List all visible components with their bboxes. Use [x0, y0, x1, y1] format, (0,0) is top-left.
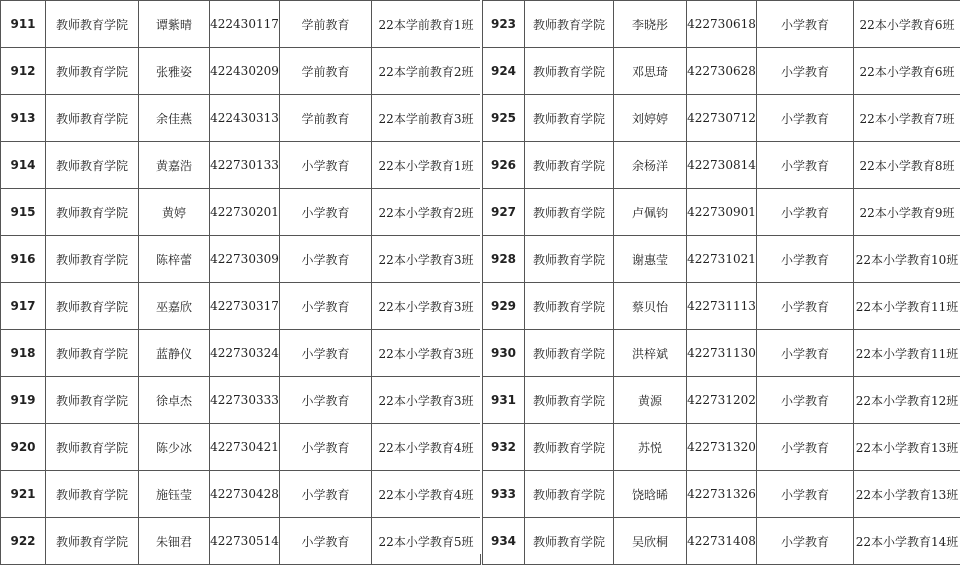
major-cell: 学前教育 [280, 1, 372, 48]
class-cell: 22本小学教育6班 [854, 1, 960, 48]
student-id-cell: 422731130 [687, 330, 757, 377]
row-number: 918 [1, 330, 46, 377]
row-number: 929 [483, 283, 525, 330]
table-row [483, 424, 960, 471]
table-row [483, 95, 960, 142]
student-name-cell: 余杨洋 [614, 142, 687, 189]
student-id-cell: 422730421 [210, 424, 280, 471]
row-number: 931 [483, 377, 525, 424]
student-name-cell: 余佳燕 [139, 95, 210, 142]
class-cell: 22本小学教育5班 [372, 518, 481, 565]
row-number: 923 [483, 1, 525, 48]
class-cell: 22本小学教育13班 [854, 424, 960, 471]
major-cell: 小学教育 [280, 471, 372, 518]
class-cell: 22本小学教育1班 [372, 142, 481, 189]
student-id-cell: 422730333 [210, 377, 280, 424]
table-row [1, 48, 481, 95]
class-cell: 22本小学教育13班 [854, 471, 960, 518]
class-cell: 22本小学教育6班 [854, 48, 960, 95]
college-cell: 教师教育学院 [46, 48, 139, 95]
class-cell: 22本小学教育3班 [372, 377, 481, 424]
table-row [1, 330, 481, 377]
student-name-cell: 谢惠莹 [614, 236, 687, 283]
student-name-cell: 卢佩钧 [614, 189, 687, 236]
student-name-cell: 蔡贝怡 [614, 283, 687, 330]
student-id-cell: 422730201 [210, 189, 280, 236]
student-name-cell: 邓思琦 [614, 48, 687, 95]
student-id-cell: 422731202 [687, 377, 757, 424]
class-cell: 22本小学教育3班 [372, 330, 481, 377]
row-number: 920 [1, 424, 46, 471]
student-name-cell: 陈少冰 [139, 424, 210, 471]
table-row [483, 377, 960, 424]
student-name-cell: 黄源 [614, 377, 687, 424]
roster-table-left-body [1, 1, 481, 565]
student-name-cell: 李晓彤 [614, 1, 687, 48]
class-cell: 22本学前教育3班 [372, 95, 481, 142]
student-name-cell: 朱钿君 [139, 518, 210, 565]
roster-table-right [482, 0, 960, 565]
student-name-cell: 黄婷 [139, 189, 210, 236]
student-id-cell: 422730628 [687, 48, 757, 95]
student-name-cell: 蓝静仪 [139, 330, 210, 377]
class-cell: 22本学前教育1班 [372, 1, 481, 48]
row-number: 916 [1, 236, 46, 283]
table-row [483, 283, 960, 330]
major-cell: 小学教育 [757, 189, 854, 236]
student-id-cell: 422430117 [210, 1, 280, 48]
college-cell: 教师教育学院 [46, 142, 139, 189]
college-cell: 教师教育学院 [46, 95, 139, 142]
college-cell: 教师教育学院 [46, 1, 139, 48]
table-row [483, 471, 960, 518]
college-cell: 教师教育学院 [46, 424, 139, 471]
table-row [1, 142, 481, 189]
class-cell: 22本小学教育9班 [854, 189, 960, 236]
college-cell: 教师教育学院 [46, 471, 139, 518]
student-id-cell: 422430313 [210, 95, 280, 142]
college-cell: 教师教育学院 [525, 471, 614, 518]
left-table-panel [0, 0, 480, 554]
student-id-cell: 422731320 [687, 424, 757, 471]
table-row [483, 142, 960, 189]
major-cell: 小学教育 [280, 424, 372, 471]
row-number: 930 [483, 330, 525, 377]
student-name-cell: 陈梓蕾 [139, 236, 210, 283]
student-id-cell: 422731408 [687, 518, 757, 565]
student-id-cell: 422731326 [687, 471, 757, 518]
table-row [483, 1, 960, 48]
college-cell: 教师教育学院 [46, 330, 139, 377]
college-cell: 教师教育学院 [46, 518, 139, 565]
row-number: 912 [1, 48, 46, 95]
row-number: 932 [483, 424, 525, 471]
class-cell: 22本小学教育12班 [854, 377, 960, 424]
class-cell: 22本小学教育14班 [854, 518, 960, 565]
major-cell: 学前教育 [280, 48, 372, 95]
table-row [483, 518, 960, 565]
class-cell: 22本小学教育7班 [854, 95, 960, 142]
major-cell: 小学教育 [280, 189, 372, 236]
row-number: 934 [483, 518, 525, 565]
table-row [1, 95, 481, 142]
class-cell: 22本小学教育11班 [854, 330, 960, 377]
college-cell: 教师教育学院 [525, 236, 614, 283]
college-cell: 教师教育学院 [525, 424, 614, 471]
row-number: 922 [1, 518, 46, 565]
class-cell: 22本小学教育11班 [854, 283, 960, 330]
college-cell: 教师教育学院 [525, 189, 614, 236]
class-cell: 22本小学教育4班 [372, 471, 481, 518]
student-id-cell: 422730814 [687, 142, 757, 189]
major-cell: 小学教育 [280, 518, 372, 565]
table-row [483, 236, 960, 283]
major-cell: 小学教育 [280, 330, 372, 377]
row-number: 917 [1, 283, 46, 330]
table-row [1, 1, 481, 48]
table-row [483, 48, 960, 95]
major-cell: 小学教育 [757, 48, 854, 95]
class-cell: 22本小学教育2班 [372, 189, 481, 236]
row-number: 928 [483, 236, 525, 283]
major-cell: 小学教育 [757, 424, 854, 471]
class-cell: 22本小学教育4班 [372, 424, 481, 471]
major-cell: 小学教育 [757, 1, 854, 48]
student-name-cell: 巫嘉欣 [139, 283, 210, 330]
major-cell: 小学教育 [757, 95, 854, 142]
student-name-cell: 施钰莹 [139, 471, 210, 518]
row-number: 919 [1, 377, 46, 424]
student-name-cell: 谭紫晴 [139, 1, 210, 48]
major-cell: 小学教育 [757, 330, 854, 377]
table-row [1, 377, 481, 424]
class-cell: 22本小学教育3班 [372, 283, 481, 330]
major-cell: 小学教育 [757, 377, 854, 424]
student-id-cell: 422730514 [210, 518, 280, 565]
student-id-cell: 422730133 [210, 142, 280, 189]
major-cell: 小学教育 [280, 142, 372, 189]
college-cell: 教师教育学院 [46, 283, 139, 330]
student-id-cell: 422730712 [687, 95, 757, 142]
class-cell: 22本小学教育10班 [854, 236, 960, 283]
college-cell: 教师教育学院 [46, 236, 139, 283]
student-id-cell: 422730309 [210, 236, 280, 283]
table-row [483, 189, 960, 236]
row-number: 921 [1, 471, 46, 518]
student-id-cell: 422430209 [210, 48, 280, 95]
table-row [1, 424, 481, 471]
college-cell: 教师教育学院 [46, 189, 139, 236]
row-number: 927 [483, 189, 525, 236]
student-id-cell: 422730618 [687, 1, 757, 48]
major-cell: 小学教育 [280, 236, 372, 283]
table-row [1, 471, 481, 518]
row-number: 914 [1, 142, 46, 189]
student-name-cell: 洪梓斌 [614, 330, 687, 377]
student-name-cell: 饶晗晞 [614, 471, 687, 518]
row-number: 924 [483, 48, 525, 95]
right-table-panel [482, 0, 960, 554]
major-cell: 小学教育 [757, 236, 854, 283]
college-cell: 教师教育学院 [525, 283, 614, 330]
major-cell: 小学教育 [757, 518, 854, 565]
major-cell: 小学教育 [757, 283, 854, 330]
row-number: 925 [483, 95, 525, 142]
student-id-cell: 422731021 [687, 236, 757, 283]
student-id-cell: 422730324 [210, 330, 280, 377]
class-cell: 22本学前教育2班 [372, 48, 481, 95]
major-cell: 小学教育 [280, 377, 372, 424]
row-number: 913 [1, 95, 46, 142]
student-id-cell: 422730317 [210, 283, 280, 330]
student-name-cell: 吴欣桐 [614, 518, 687, 565]
student-name-cell: 黄嘉浩 [139, 142, 210, 189]
college-cell: 教师教育学院 [525, 95, 614, 142]
class-cell: 22本小学教育3班 [372, 236, 481, 283]
student-name-cell: 苏悦 [614, 424, 687, 471]
roster-table-right-body [483, 1, 960, 565]
table-row [483, 330, 960, 377]
row-number: 911 [1, 1, 46, 48]
major-cell: 小学教育 [757, 471, 854, 518]
table-row [1, 189, 481, 236]
student-id-cell: 422731113 [687, 283, 757, 330]
student-id-cell: 422730901 [687, 189, 757, 236]
major-cell: 小学教育 [757, 142, 854, 189]
student-id-cell: 422730428 [210, 471, 280, 518]
class-cell: 22本小学教育8班 [854, 142, 960, 189]
table-row [1, 236, 481, 283]
major-cell: 小学教育 [280, 283, 372, 330]
college-cell: 教师教育学院 [525, 48, 614, 95]
college-cell: 教师教育学院 [525, 1, 614, 48]
college-cell: 教师教育学院 [525, 377, 614, 424]
college-cell: 教师教育学院 [525, 518, 614, 565]
student-name-cell: 徐卓杰 [139, 377, 210, 424]
college-cell: 教师教育学院 [46, 377, 139, 424]
major-cell: 学前教育 [280, 95, 372, 142]
college-cell: 教师教育学院 [525, 330, 614, 377]
college-cell: 教师教育学院 [525, 142, 614, 189]
table-row [1, 283, 481, 330]
row-number: 915 [1, 189, 46, 236]
table-row [1, 518, 481, 565]
student-name-cell: 张雅姿 [139, 48, 210, 95]
student-name-cell: 刘婷婷 [614, 95, 687, 142]
row-number: 933 [483, 471, 525, 518]
row-number: 926 [483, 142, 525, 189]
